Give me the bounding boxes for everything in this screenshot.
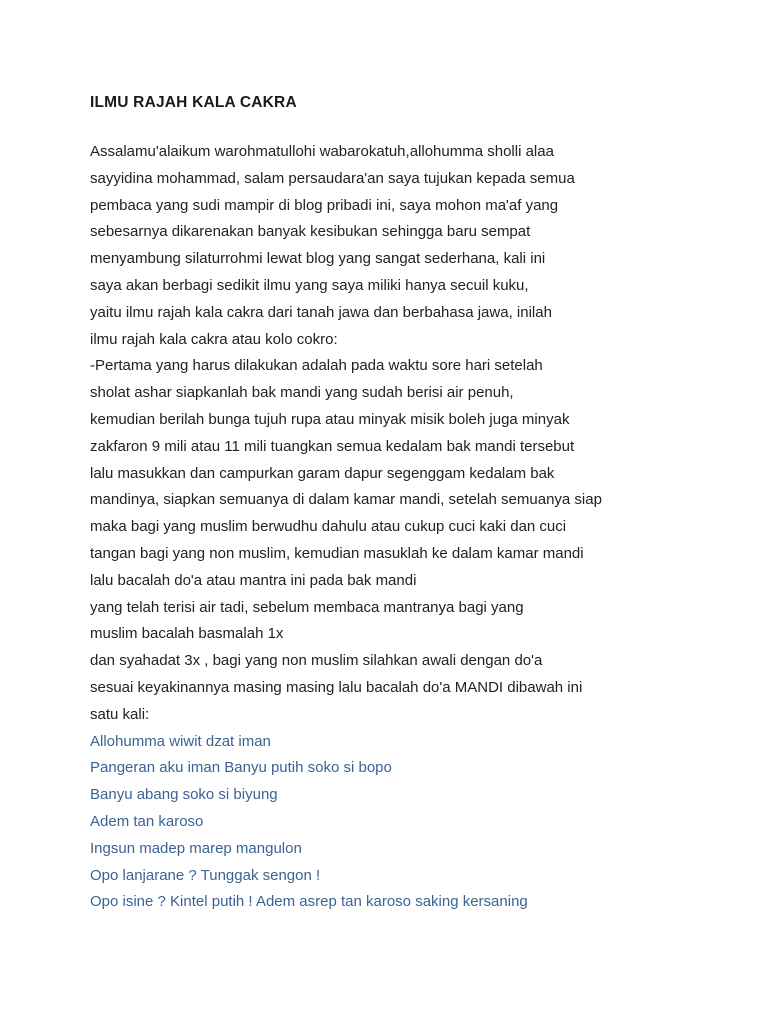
body-line: maka bagi yang muslim berwudhu dahulu atau cukup cuci kaki dan cuci: [90, 518, 567, 536]
prayer-line: Ingsun madep marep mangulon: [90, 839, 302, 857]
body-line: mandinya, siapkan semuanya di dalam kamar mandi, setelah semuanya siap: [90, 491, 602, 509]
body-line: -Pertama yang harus dilakukan adalah pada waktu sore hari setelah: [90, 357, 543, 375]
prayer-line: Opo isine ? Kintel putih ! Adem asrep tan karoso saking kersaning: [90, 893, 528, 911]
prayer-line: Banyu abang soko si biyung: [90, 786, 278, 804]
document-page: [90, 91, 730, 916]
body-paragraph: [90, 139, 730, 729]
prayer-line: Opo lanjarane ? Tunggak sengon !: [90, 866, 321, 884]
body-line: muslim bacalah basmalah 1x: [90, 625, 284, 643]
body-line: sayyidina mohammad, salam persaudara'an saya tujukan kepada semua: [90, 169, 575, 187]
body-line: dan syahadat 3x , bagi yang non muslim silahkan awali dengan do'a: [90, 652, 543, 670]
body-line: saya akan berbagi sedikit ilmu yang saya miliki hanya secuil kuku,: [90, 276, 529, 294]
document-title: ILMU RAJAH KALA CAKRA: [90, 94, 297, 111]
body-line: pembaca yang sudi mampir di blog pribadi ini, saya mohon ma'af yang: [90, 196, 559, 214]
body-line: yang telah terisi air tadi, sebelum membaca mantranya bagi yang: [90, 598, 524, 616]
body-line: kemudian berilah bunga tujuh rupa atau minyak misik boleh juga minyak: [90, 410, 570, 428]
body-line: sholat ashar siapkanlah bak mandi yang sudah berisi air penuh,: [90, 384, 514, 402]
prayer-text-block: [90, 729, 730, 917]
body-line: sesuai keyakinannya masing masing lalu bacalah do'a MANDI dibawah ini: [90, 678, 583, 696]
body-line: satu kali:: [90, 705, 150, 723]
prayer-line: Pangeran aku iman Banyu putih soko si bopo: [90, 759, 392, 777]
body-line: yaitu ilmu rajah kala cakra dari tanah jawa dan berbahasa jawa, inilah: [90, 303, 552, 321]
prayer-line: Adem tan karoso: [90, 812, 204, 830]
body-line: menyambung silaturrohmi lewat blog yang sangat sederhana, kali ini: [90, 250, 546, 268]
body-line: lalu masukkan dan campurkan garam dapur segenggam kedalam bak: [90, 464, 555, 482]
body-line: zakfaron 9 mili atau 11 mili tuangkan semua kedalam bak mandi tersebut: [90, 437, 575, 455]
body-line: lalu bacalah do'a atau mantra ini pada bak mandi: [90, 571, 417, 589]
body-line: ilmu rajah kala cakra atau kolo cokro:: [90, 330, 338, 348]
prayer-line: Allohumma wiwit dzat iman: [90, 732, 271, 750]
body-line: Assalamu'alaikum warohmatullohi wabarokatuh,allohumma sholli alaa: [90, 143, 554, 160]
body-line: tangan bagi yang non muslim, kemudian masuklah ke dalam kamar mandi: [90, 544, 584, 562]
body-line: sebesarnya dikarenakan banyak kesibukan sehingga baru sempat: [90, 223, 531, 241]
